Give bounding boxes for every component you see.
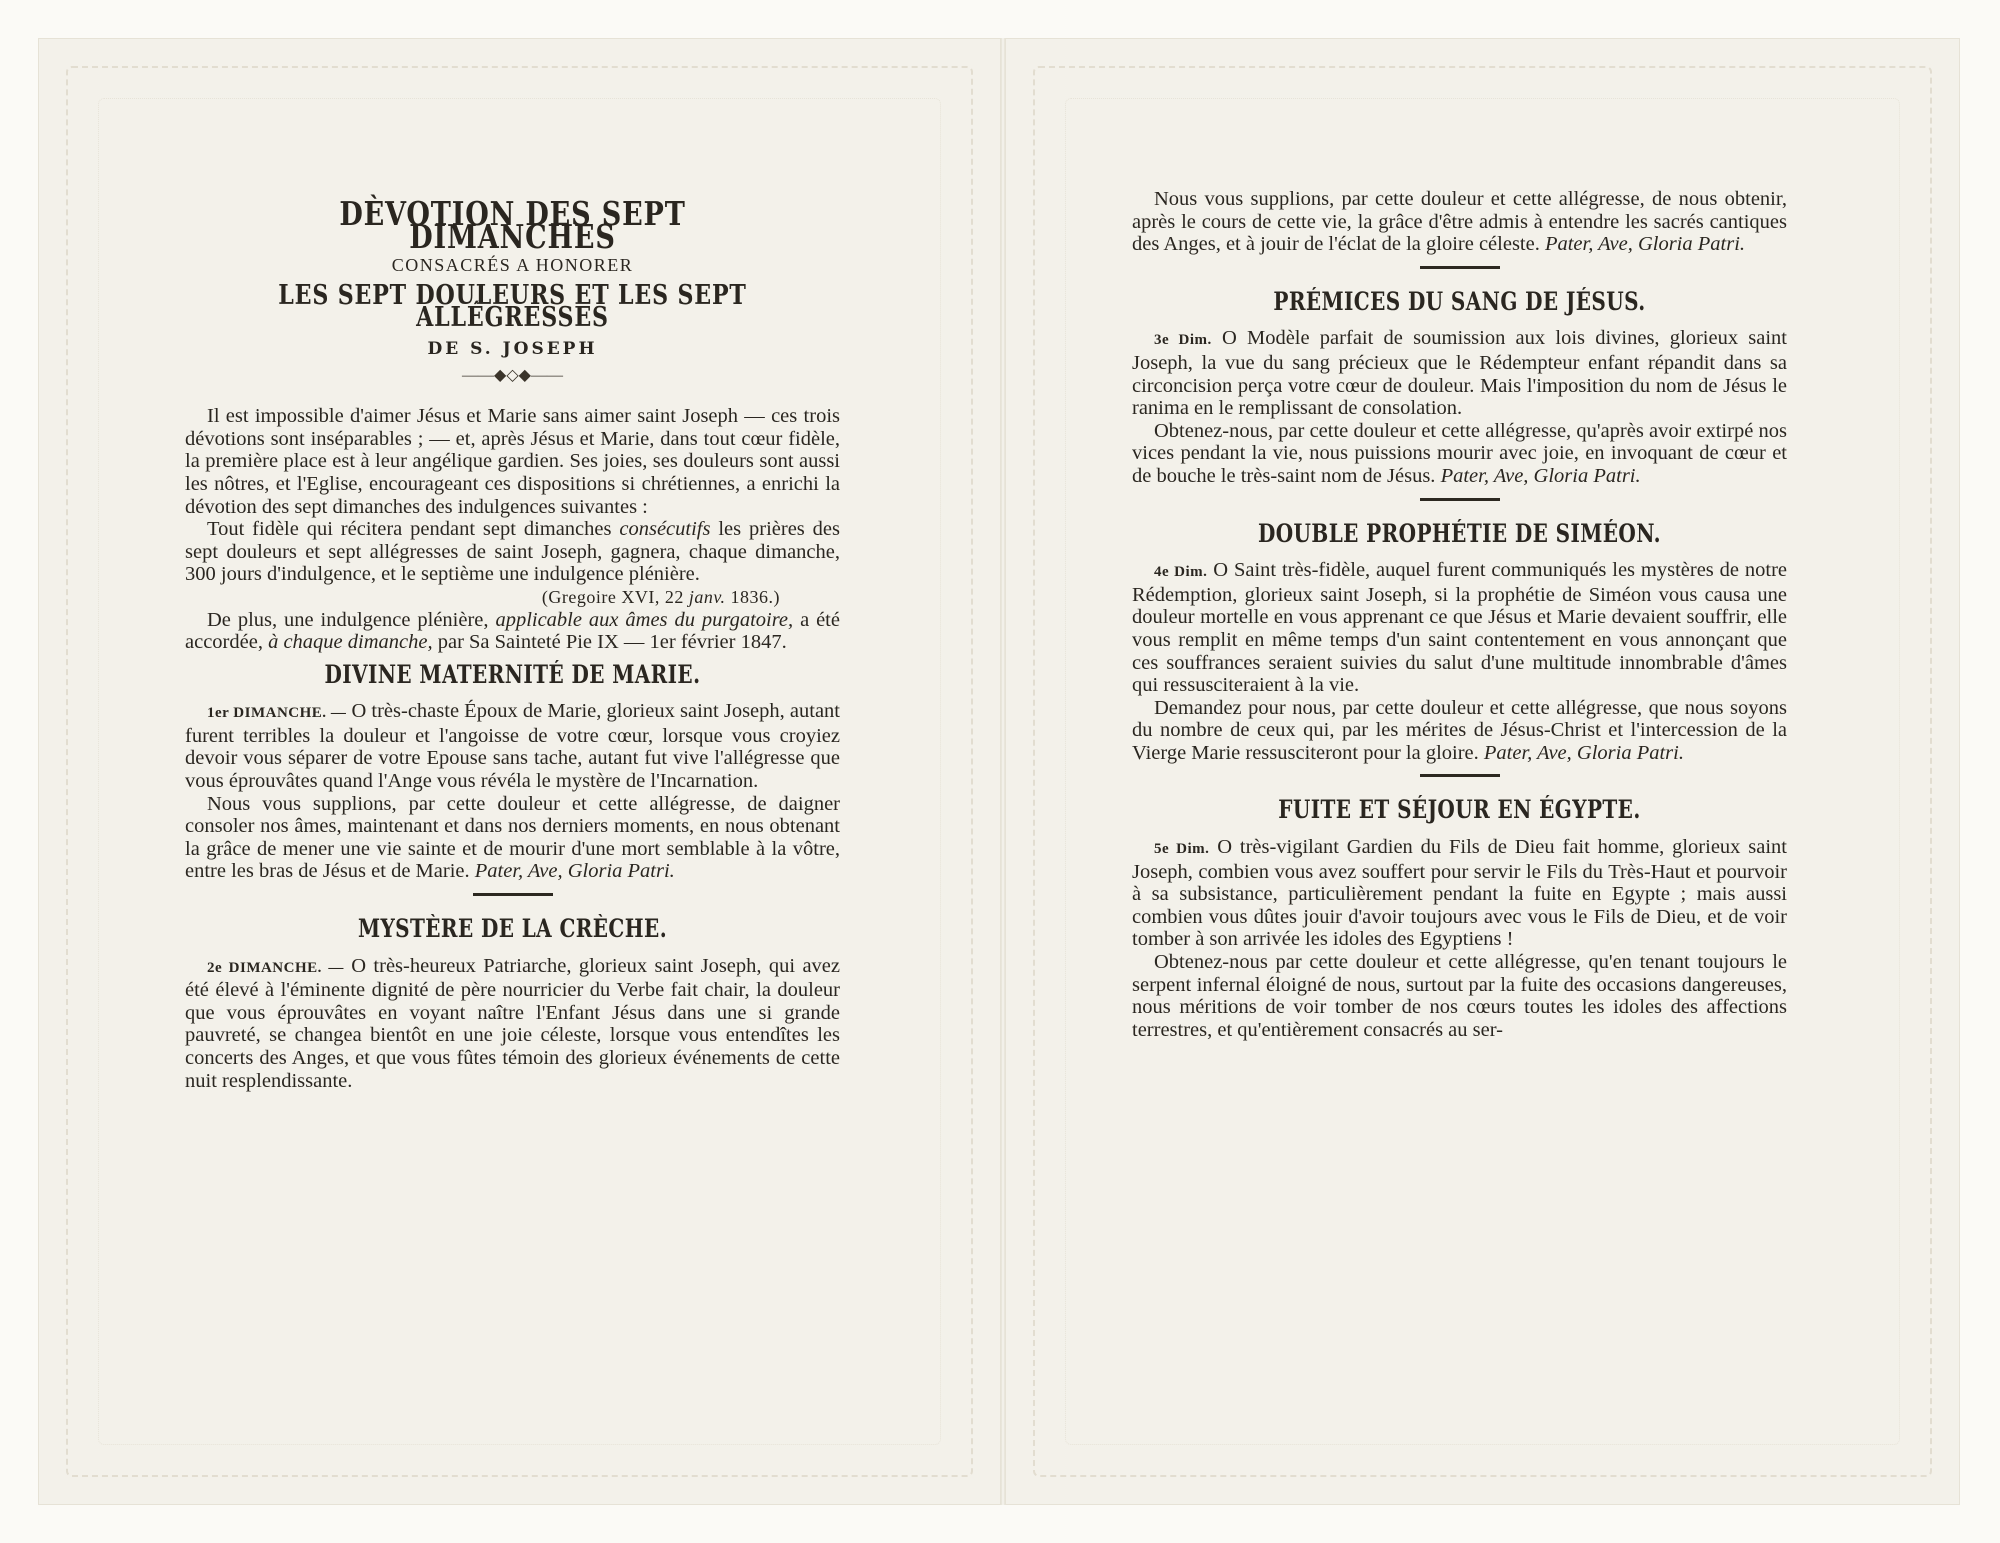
ornament-divider: ——◆◇◆—— [462, 366, 563, 384]
section-heading-1: DIVINE MATERNITÉ DE MARIE. [324, 659, 701, 689]
sunday-2-prayer: Nous vous supplions, par cette douleur et cette allégresse, de nous obtenir, après le cours de cette vie, la grâce d'être admis à entendre les sacrés cantiques des Anges, et à jouir de l'éclat de la gloire céleste. Pater, Ave, Gloria Patri. [1132, 188, 1787, 256]
sunday-1-text: 1er DIMANCHE. — O très-chaste Époux de Marie, glorieux saint Joseph, autant furent terribles la douleur et l'angoisse de votre cœur, lorsque vous croyiez devoir vous séparer de votre Epouse sans tache, autant fut vive l'allégresse que vous éprouvâtes quand l'Ange vous révéla le mystère de l'Incarnation. [185, 700, 841, 793]
citation: (Gregoire XVI, 22 janv. 1836.) [541, 586, 780, 607]
section-heading-3: PRÉMICES DU SANG DE JÉSUS. [1273, 286, 1646, 316]
card-fold [1001, 38, 1005, 1505]
sunday-3-prayer: Obtenez-nous, par cette douleur et cette allégresse, qu'après avoir extirpé nos vices pendant la vie, nous puissions mourir avec joie, en invoquant de cœur et de bouche le très-saint nom de Jésus. Pater, Ave, Gloria Patri. [1132, 419, 1787, 487]
section-heading-4: DOUBLE PROPHÉTIE DE SIMÉON. [1257, 518, 1661, 548]
document-title-2: LES SEPT DOULEURS ET LES SEPT ALLÉGRESSES [278, 279, 747, 334]
intro-paragraph-1: Il est impossible d'aimer Jésus et Marie sans aimer saint Joseph — ces trois dévotions sont inséparables ; — et, après Jésus et Marie, dans tout cœur fidèle, la première place est à leur angélique gardien. Ses joies, ses douleurs sont aussi les nôtres, et l'Eglise, encourageant ces dispositions si chrétiennes, a enrichi la dévotion des sept dimanches des indulgences suivantes : [185, 405, 840, 518]
divider-rule [1420, 774, 1500, 777]
sunday-5-prayer: Obtenez-nous par cette douleur et cette allégresse, qu'en tenant toujours le serpent infernal éloigné de nous, surtout par la fuite des occasions dangereuses, nous méritions de voir tomber de nos cœurs toutes les idoles des affections terrestres, et qu'entièrement consacrés au ser- [1132, 951, 1787, 1041]
divider-rule [1420, 266, 1500, 269]
left-panel [185, 195, 840, 1092]
intro-paragraph-3: De plus, une indulgence plénière, applicable aux âmes du purgatoire, a été accordée, à chaque dimanche, par Sa Sainteté Pie IX — 1er février 1847. [185, 608, 840, 654]
sunday-2-text: 2e DIMANCHE. — O très-heureux Patriarche, glorieux saint Joseph, qui avez été élevé à l'éminente dignité de père nourricier du Verbe fait chair, la douleur que vous éprouvâtes en voyant naître l'Enfant Jésus dans une si grande pauvreté, se changea bientôt en une joie céleste, lorsque vous entendîtes les concerts des Anges, et que vous fûtes témoin des glorieux événements de cette nuit resplendissante. [185, 954, 840, 1092]
divider-rule [1420, 498, 1500, 501]
sunday-1-prayer: Nous vous supplions, par cette douleur et cette allégresse, de daigner consoler nos âmes, maintenant et dans nos derniers moments, en nous obtenant la grâce de mener une vie sainte et de mourir d'une mort semblable à la vôtre, entre les bras de Jésus et de Marie. Pater, Ave, Gloria Patri. [185, 792, 840, 883]
document-title-3: DE S. JOSEPH [427, 338, 598, 359]
sunday-3-text: 3e Dim. O Modèle parfait de soumission aux lois divines, glorieux saint Joseph, la vue du sang précieux que le Rédempteur enfant répandit dans sa circoncision perça votre cœur de douleur. Mais l'imposition du nom de Jésus le ranima en le remplissant de consolation. [1132, 327, 1787, 420]
right-panel [1132, 188, 1787, 1041]
intro-paragraph-2: Tout fidèle qui récitera pendant sept dimanches consécutifs les prières des sept douleurs et sept allégresses de saint Joseph, gagnera, chaque dimanche, 300 jours d'indulgence, et le septième une indulgence plénière. [185, 518, 840, 586]
document-title: DÈVOTION DES SEPT DIMANCHES [339, 194, 686, 256]
sunday-4-prayer: Demandez pour nous, par cette douleur et cette allégresse, que nous soyons du nombre de ceux qui, par les mérites de Jésus-Christ et l'intercession de la Vierge Marie ressusciteront pour la gloire. Pater, Ave, Gloria Patri. [1132, 696, 1787, 764]
section-heading-5: FUITE ET SÉJOUR EN ÉGYPTE. [1278, 795, 1641, 825]
section-heading-2: MYSTÈRE DE LA CRÈCHE. [357, 914, 668, 944]
divider-rule [473, 893, 553, 896]
sunday-4-text: 4e Dim. O Saint très-fidèle, auquel furent communiqués les mystères de notre Rédemption, glorieux saint Joseph, si la prophétie de Siméon vous causa une douleur mortelle en vous apprenant ce que Jésus et Marie devaient souffrir, elle vous remplit en même temps d'un saint contentement en vous annonçant que ces souffrances seraient suivies du salut d'une multitude innombrable d'âmes qui ressusciteraient à la vie. [1132, 559, 1787, 697]
document-subtitle: CONSACRÉS A HONORER [391, 255, 634, 276]
sunday-5-text: 5e Dim. O très-vigilant Gardien du Fils de Dieu fait homme, glorieux saint Joseph, combien vous avez souffert pour servir le Fils du Très-Haut et pourvoir à sa subsistance, particulièrement pendant la fuite en Egypte ; mais aussi combien vous dûtes jouir d'avoir toujours avec vous le Fils de Dieu, et de voir tomber à son arrivée les idoles des Egyptiens ! [1132, 836, 1787, 951]
